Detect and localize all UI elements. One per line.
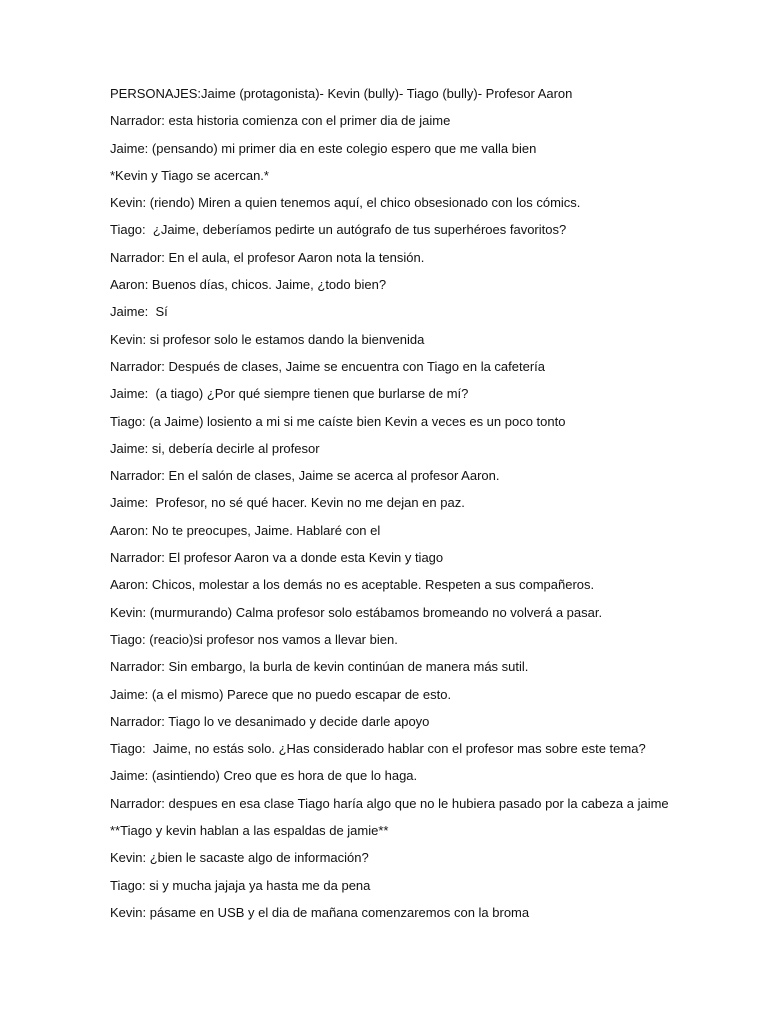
dialogue-line: Kevin: si profesor solo le estamos dando la bienvenida [110,331,425,347]
dialogue-line: Kevin: ¿bien le sacaste algo de información? [110,850,369,866]
dialogue-line: Jaime: (asintiendo) Creo que es hora de que lo haga. [110,768,418,784]
dialogue-line: Aaron: Chicos, molestar a los demás no es aceptable. Respeten a sus compañeros. [110,577,595,593]
dialogue-line: Tiago: ¿Jaime, deberíamos pedirte un autógrafo de tus superhéroes favoritos? [110,222,567,238]
dialogue-line: Aaron: Buenos días, chicos. Jaime, ¿todo bien? [110,277,387,293]
dialogue-line: Kevin: (riendo) Miren a quien tenemos aquí, el chico obsesionado con los cómics. [110,195,581,211]
dialogue-line: Jaime: (pensando) mi primer dia en este colegio espero que me valla bien [110,140,537,156]
stage-direction-line: *Kevin y Tiago se acercan.* [110,167,269,183]
dialogue-line: Narrador: Sin embargo, la burla de kevin continúan de manera más sutil. [110,659,529,675]
dialogue-line: Jaime: Profesor, no sé qué hacer. Kevin no me dejan en paz. [110,495,465,511]
dialogue-line: Jaime: (a tiago) ¿Por qué siempre tienen que burlarse de mí? [110,386,469,402]
dialogue-line: Jaime: Sí [110,304,168,320]
dialogue-line: Jaime: si, debería decirle al profesor [110,440,320,456]
script-text [110,85,750,931]
dialogue-line: Aaron: No te preocupes, Jaime. Hablaré con el [110,522,381,538]
dialogue-line: Tiago: si y mucha jajaja ya hasta me da pena [110,877,371,893]
dialogue-line: Kevin: pásame en USB y el dia de mañana comenzaremos con la broma [110,904,530,920]
dialogue-line: Tiago: Jaime, no estás solo. ¿Has considerado hablar con el profesor mas sobre este tema? [110,741,646,757]
dialogue-line: Narrador: Tiago lo ve desanimado y decide darle apoyo [110,713,430,729]
dialogue-line: Narrador: esta historia comienza con el primer dia de jaime [110,113,451,129]
dialogue-line: Tiago: (a Jaime) losiento a mi si me caíste bien Kevin a veces es un poco tonto [110,413,566,429]
dialogue-line: Narrador: despues en esa clase Tiago haría algo que no le hubiera pasado por la cabeza a jaime [110,795,669,811]
character-list-line: PERSONAJES:Jaime (protagonista)- Kevin (bully)- Tiago (bully)- Profesor Aaron [110,86,573,101]
dialogue-line: Narrador: Después de clases, Jaime se encuentra con Tiago en la cafetería [110,358,546,374]
dialogue-line: Kevin: (murmurando) Calma profesor solo estábamos bromeando no volverá a pasar. [110,604,603,620]
stage-direction-line: **Tiago y kevin hablan a las espaldas de jamie** [110,823,389,839]
dialogue-line: Tiago: (reacio)si profesor nos vamos a llevar bien. [110,631,398,647]
dialogue-line: Narrador: El profesor Aaron va a donde esta Kevin y tiago [110,550,444,566]
dialogue-line: Narrador: En el salón de clases, Jaime se acerca al profesor Aaron. [110,468,500,484]
dialogue-line: Jaime: (a el mismo) Parece que no puedo escapar de esto. [110,686,452,702]
dialogue-line: Narrador: En el aula, el profesor Aaron nota la tensión. [110,249,425,265]
